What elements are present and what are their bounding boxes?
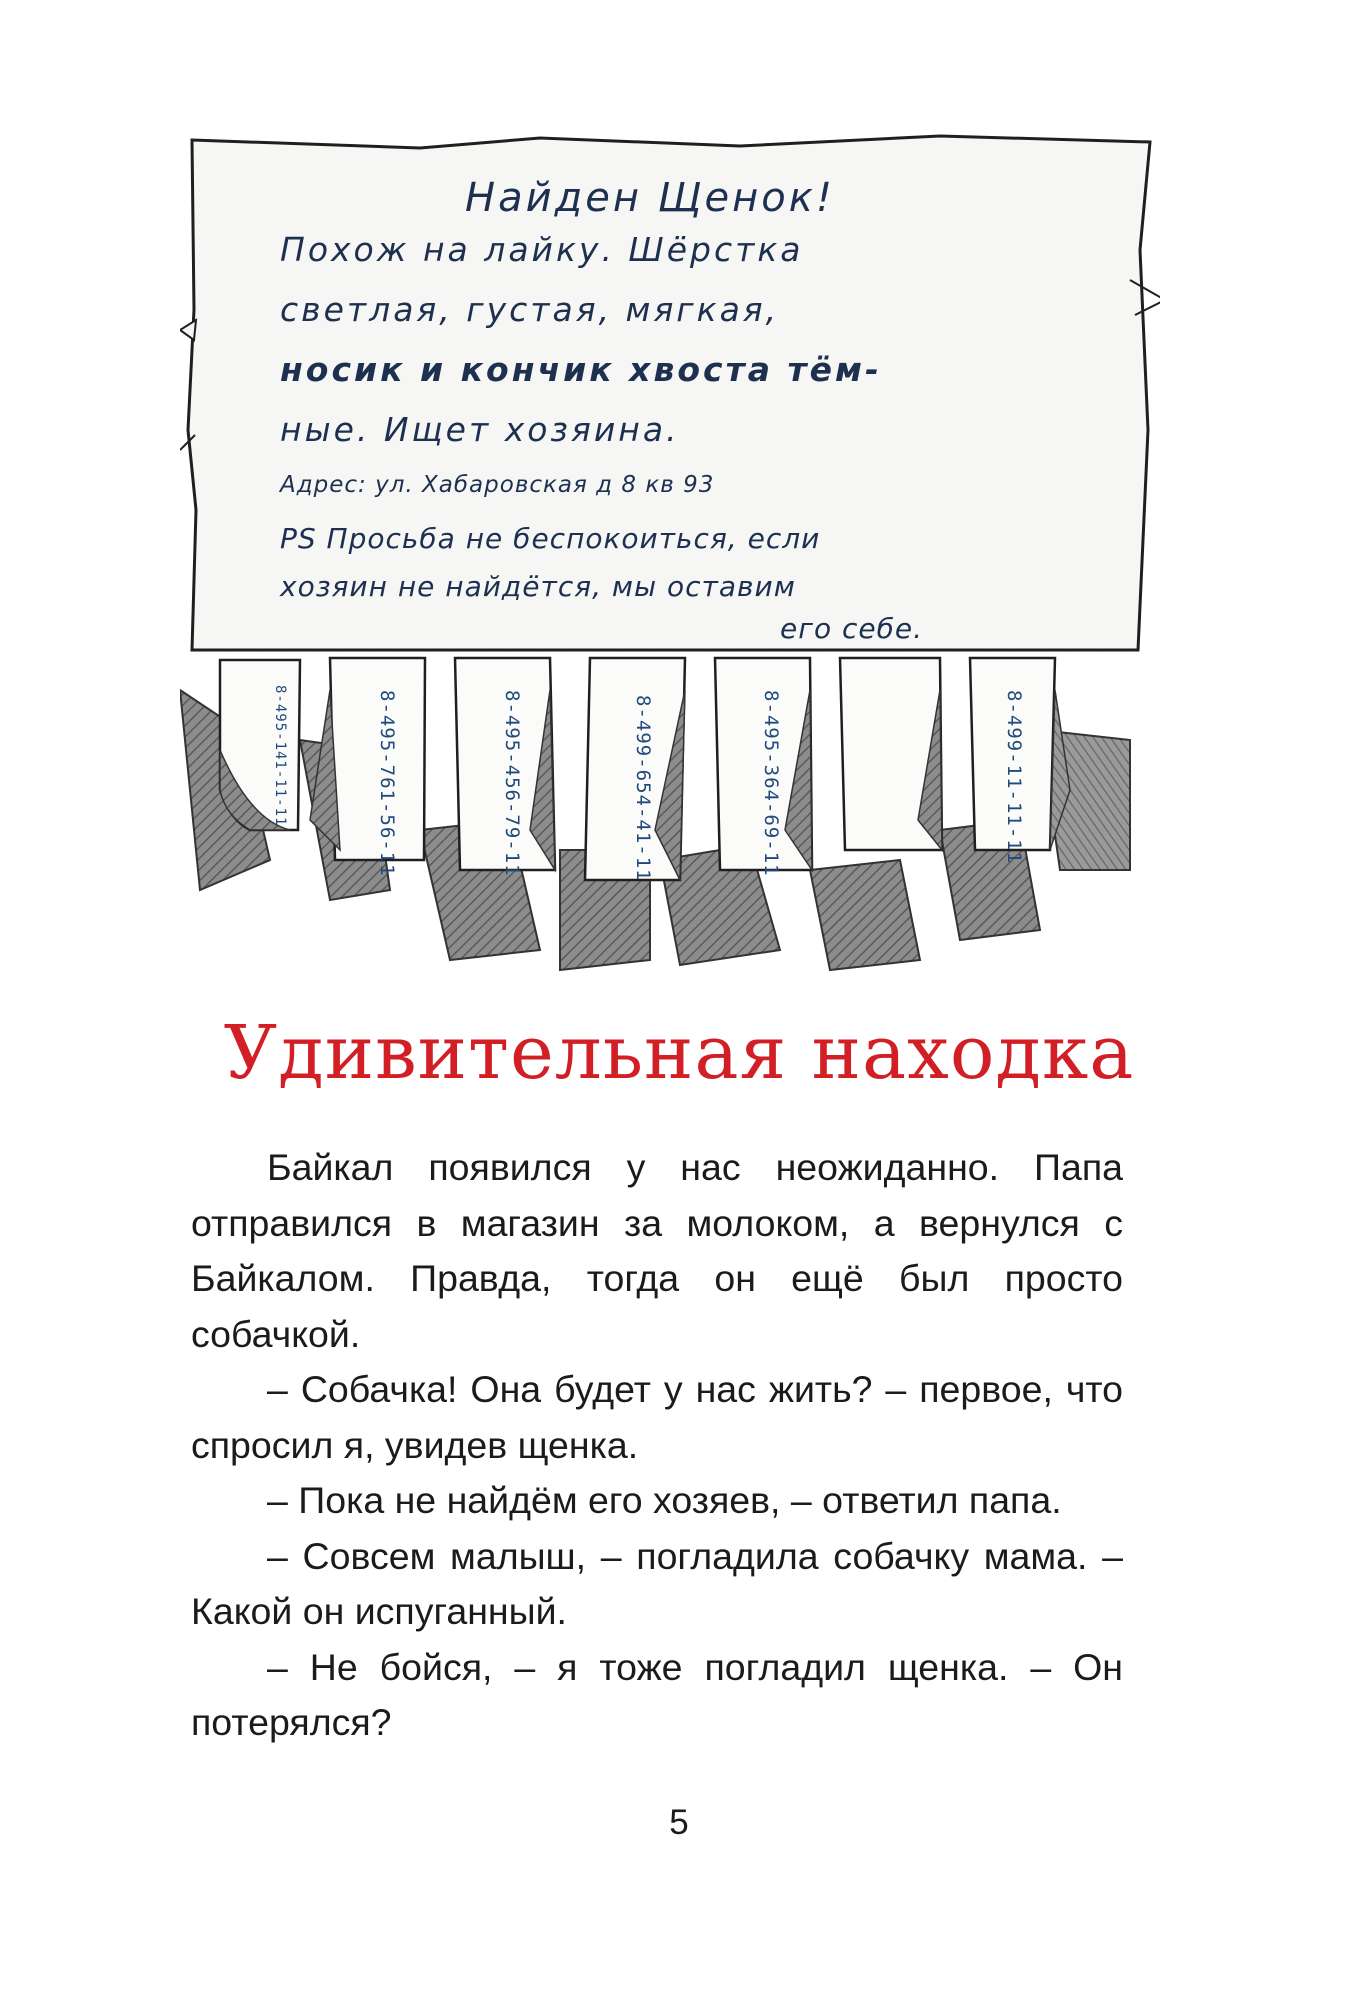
paragraph: – Не бойся, – я тоже погладил щенка. – Он потерялся? — [191, 1645, 1123, 1743]
phone-tab[interactable]: 8-499-654-41-11 — [632, 695, 654, 882]
phone-tab[interactable]: 8-499-11-11-11 — [1003, 690, 1025, 865]
notice-line: носик и кончик хвоста тём- — [280, 350, 882, 389]
paragraph: – Совсем малыш, – погладила собачку мама. – Какой он испуганный. — [191, 1534, 1123, 1632]
phone-tab[interactable]: 8-495-364-69-11 — [760, 690, 782, 877]
phone-tab[interactable]: 8-495-141-11-11 — [272, 685, 288, 827]
paragraph: Байкал появился у нас неожиданно. Папа отправился в магазин за молоком, а вернулся с Байкалом. Правда, тогда он ещё был просто собачкой. — [191, 1146, 1123, 1355]
paragraph: – Собачка! Она будет у нас жить? – первое, что спросил я, увидев щенка. — [191, 1368, 1123, 1466]
notice-line: PS Просьба не беспокоиться, если — [280, 522, 821, 555]
notice-line: светлая, густая, мягкая, — [280, 290, 780, 329]
notice-illustration — [180, 130, 1160, 1010]
notice-line: ные. Ищет хозяина. — [280, 410, 680, 449]
notice-line: его себе. — [780, 612, 923, 645]
page-number: 5 — [669, 1803, 689, 1842]
phone-tab[interactable]: 8-495-456-79-11 — [501, 690, 523, 877]
notice-line: хозяин не найдётся, мы оставим — [280, 570, 796, 603]
notice-address: Адрес: ул. Хабаровская д 8 кв 93 — [280, 472, 715, 498]
notice-line: Похож на лайку. Шёрстка — [280, 230, 804, 269]
notice-headline: Найден Щенок! — [465, 175, 835, 221]
paragraph: – Пока не найдём его хозяев, – ответил папа. — [267, 1479, 1062, 1521]
chapter-title: Удивительная находка — [223, 1010, 1135, 1096]
phone-tab[interactable]: 8-495-761-56-11 — [376, 690, 398, 877]
chapter-body — [191, 1140, 1123, 1751]
